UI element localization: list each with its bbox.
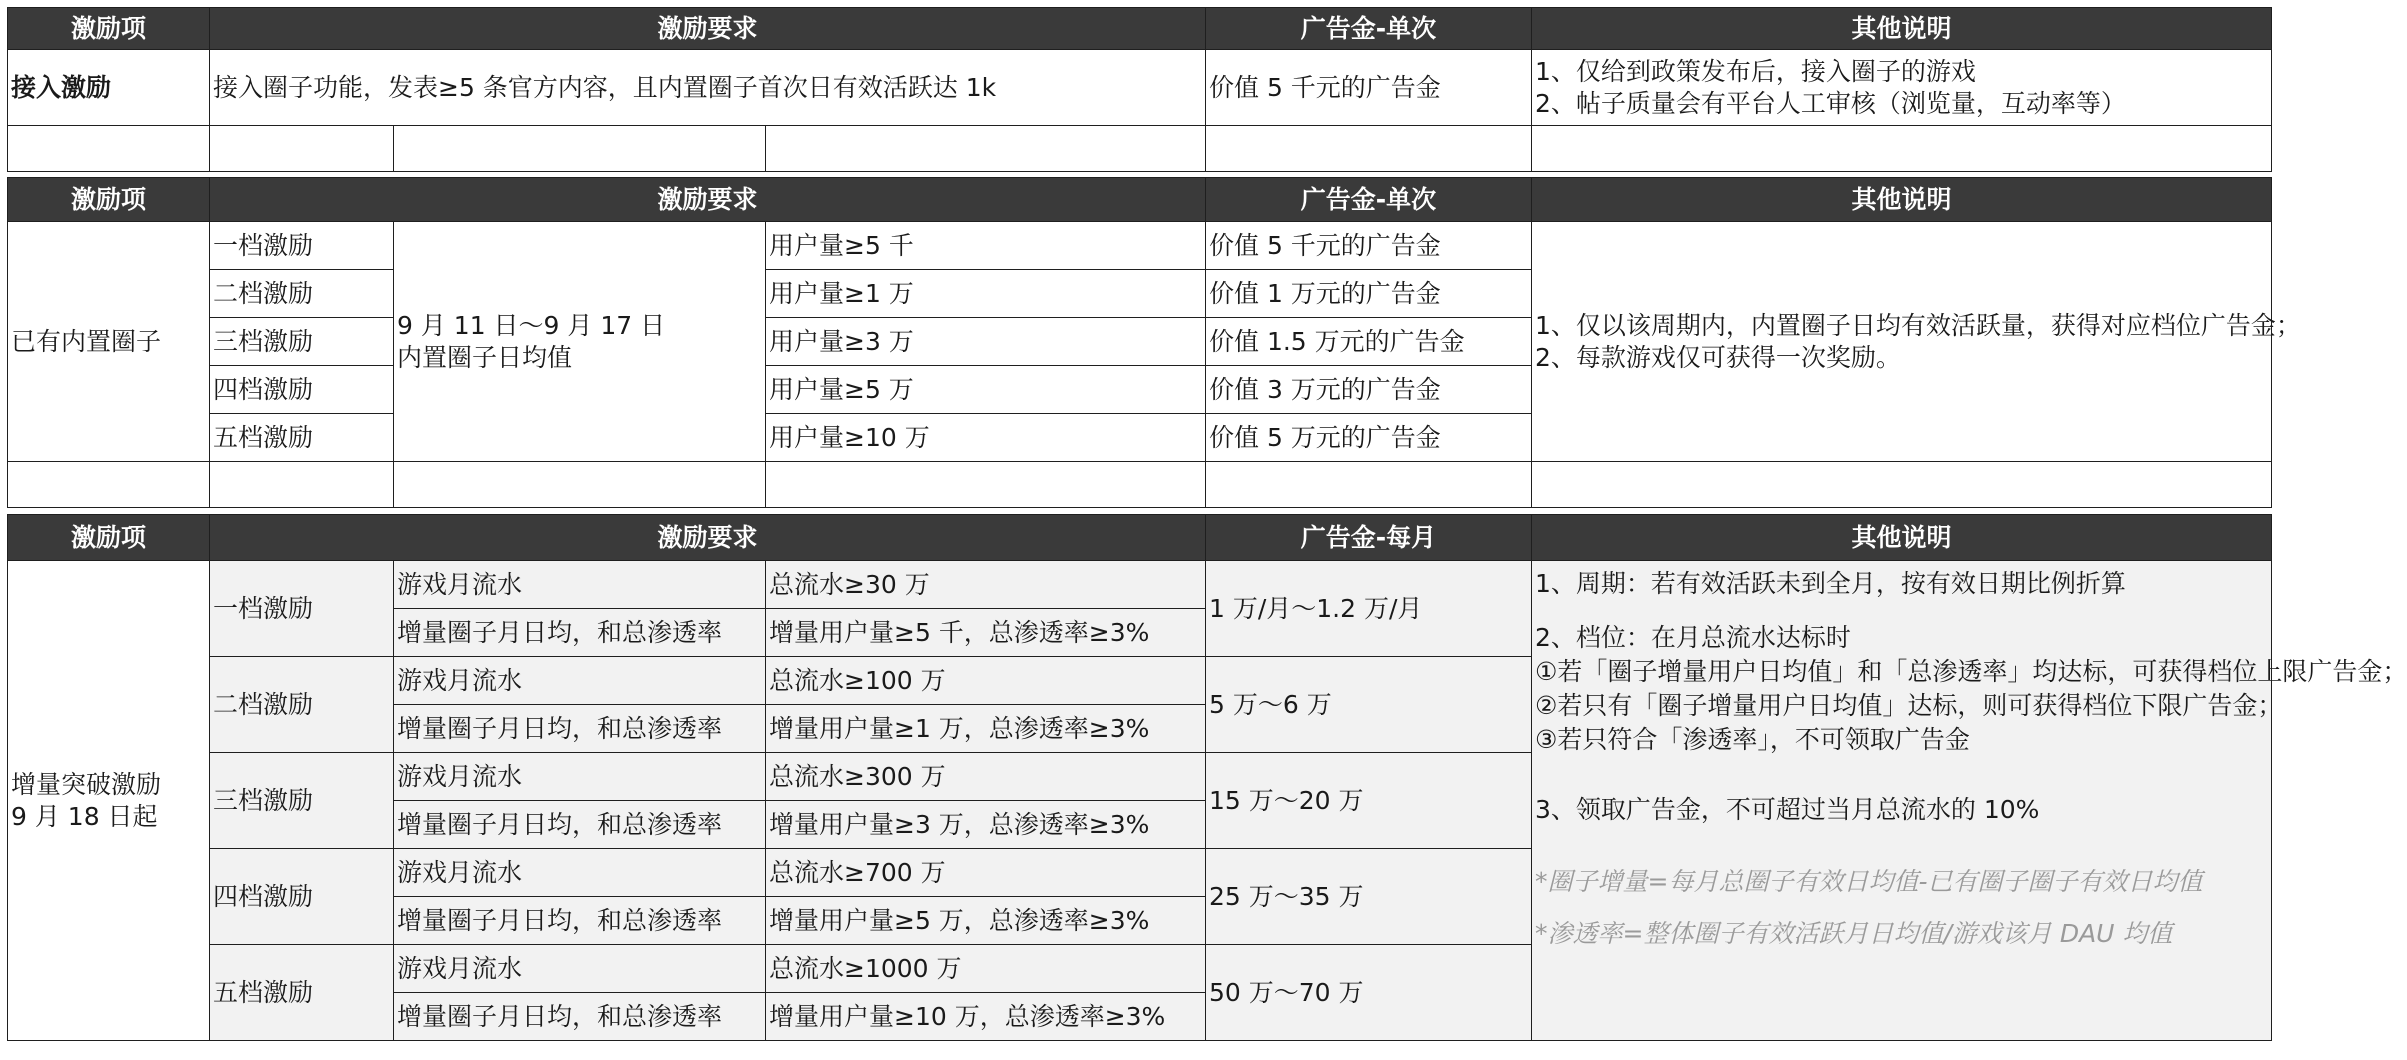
cell-threshold[interactable]: 用户量≥3 万 <box>766 318 1206 366</box>
cell-ad-fund[interactable]: 25 万～35 万 <box>1206 849 1532 945</box>
cell-revenue[interactable]: 总流水≥30 万 <box>766 561 1206 609</box>
table-growth-breakthrough <box>7 514 2407 1041</box>
cell-users[interactable]: 增量用户量≥1 万，总渗透率≥3% <box>766 705 1206 753</box>
cell-metric[interactable]: 增量圈子月日均，和总渗透率 <box>394 801 766 849</box>
cell-ad-fund[interactable]: 价值 1 万元的广告金 <box>1206 270 1532 318</box>
cell-tier-name[interactable]: 五档激励 <box>210 945 394 1041</box>
cell-notes[interactable] <box>1532 561 2407 1041</box>
cell-ad-fund[interactable]: 50 万～70 万 <box>1206 945 1532 1041</box>
cell-revenue[interactable]: 总流水≥100 万 <box>766 657 1206 705</box>
cell-tier-name[interactable]: 三档激励 <box>210 753 394 849</box>
cell-ad-fund[interactable]: 价值 5 万元的广告金 <box>1206 414 1532 462</box>
header-notes: 其他说明 <box>1532 178 2272 222</box>
cell-metric[interactable]: 游戏月流水 <box>394 657 766 705</box>
note-line: 2、帖子质量会有平台人工审核（浏览量，互动率等） <box>1535 88 2126 118</box>
cell-period[interactable]: 9 月 11 日～9 月 17 日 内置圈子日均值 <box>394 222 766 462</box>
cell-tier-name[interactable]: 二档激励 <box>210 657 394 753</box>
table-existing-circle <box>7 177 2301 508</box>
cell-incentive-item[interactable]: 接入激励 <box>8 50 210 126</box>
cell-tier-name[interactable]: 四档激励 <box>210 366 394 414</box>
cell-metric[interactable]: 游戏月流水 <box>394 945 766 993</box>
header-ad-fund: 广告金-单次 <box>1206 8 1532 50</box>
cell-threshold[interactable]: 用户量≥10 万 <box>766 414 1206 462</box>
table-access-incentive <box>7 7 2272 172</box>
cell-tier-name[interactable]: 五档激励 <box>210 414 394 462</box>
cell-tier-name[interactable]: 一档激励 <box>210 222 394 270</box>
table-header-row <box>8 515 2272 561</box>
note-line: 2、每款游戏仅可获得一次奖励。 <box>1535 342 1901 372</box>
cell-metric[interactable]: 游戏月流水 <box>394 561 766 609</box>
header-requirement: 激励要求 <box>210 178 1206 222</box>
cell-metric[interactable]: 增量圈子月日均，和总渗透率 <box>394 897 766 945</box>
header-incentive-item: 激励项 <box>8 178 210 222</box>
cell-metric[interactable]: 游戏月流水 <box>394 849 766 897</box>
formula-note: *渗透率=整体圈子有效活跃月日均值/游戏该月 DAU 均值 <box>1535 919 2173 948</box>
cell-metric[interactable]: 增量圈子月日均，和总渗透率 <box>394 705 766 753</box>
header-incentive-item: 激励项 <box>8 515 210 561</box>
cell-tier-name[interactable]: 四档激励 <box>210 849 394 945</box>
formula-note: *圈子增量=每月总圈子有效日均值-已有圈子圈子有效日均值 <box>1535 867 2203 896</box>
cell-tier-name[interactable]: 二档激励 <box>210 270 394 318</box>
cell-tier-name[interactable]: 一档激励 <box>210 561 394 657</box>
spacer-row <box>8 462 2272 508</box>
table-row <box>8 561 2272 609</box>
note-line: 2、档位：在月总流水达标时 <box>1535 623 1851 652</box>
header-notes: 其他说明 <box>1532 8 2272 50</box>
cell-incentive-item[interactable]: 已有内置圈子 <box>8 222 210 462</box>
cell-users[interactable]: 增量用户量≥5 千，总渗透率≥3% <box>766 609 1206 657</box>
cell-revenue[interactable]: 总流水≥1000 万 <box>766 945 1206 993</box>
cell-incentive-item[interactable]: 增量突破激励 9 月 18 日起 <box>8 561 210 1041</box>
header-ad-fund: 广告金-每月 <box>1206 515 1532 561</box>
cell-revenue[interactable]: 总流水≥700 万 <box>766 849 1206 897</box>
note-line: ①若「圈子增量用户日均值」和「总渗透率」均达标，可获得档位上限广告金； <box>1535 657 2407 686</box>
spacer-row <box>8 126 2272 172</box>
cell-ad-fund[interactable]: 价值 1.5 万元的广告金 <box>1206 318 1532 366</box>
note-line: 1、仅以该周期内，内置圈子日均有效活跃量，获得对应档位广告金； <box>1535 310 2301 340</box>
cell-users[interactable]: 增量用户量≥3 万，总渗透率≥3% <box>766 801 1206 849</box>
cell-notes[interactable] <box>1532 50 2272 126</box>
cell-ad-fund[interactable]: 价值 5 千元的广告金 <box>1206 50 1532 126</box>
header-incentive-item: 激励项 <box>8 8 210 50</box>
note-line: 3、领取广告金，不可超过当月总流水的 10% <box>1535 795 2040 824</box>
note-line: ③若只符合「渗透率」，不可领取广告金 <box>1535 725 1970 754</box>
cell-ad-fund[interactable]: 5 万～6 万 <box>1206 657 1532 753</box>
cell-ad-fund[interactable]: 价值 5 千元的广告金 <box>1206 222 1532 270</box>
note-line: 1、周期：若有效活跃未到全月，按有效日期比例折算 <box>1535 569 2126 598</box>
header-ad-fund: 广告金-单次 <box>1206 178 1532 222</box>
cell-users[interactable]: 增量用户量≥5 万，总渗透率≥3% <box>766 897 1206 945</box>
cell-requirement[interactable]: 接入圈子功能，发表≥5 条官方内容，且内置圈子首次日有效活跃达 1k <box>210 50 1206 126</box>
table-row <box>8 222 2272 270</box>
cell-notes[interactable] <box>1532 222 2301 462</box>
table-header-row <box>8 8 2272 50</box>
cell-tier-name[interactable]: 三档激励 <box>210 318 394 366</box>
note-line: ②若只有「圈子增量用户日均值」达标，则可获得档位下限广告金； <box>1535 691 2283 720</box>
table-row <box>8 50 2272 126</box>
cell-users[interactable]: 增量用户量≥10 万，总渗透率≥3% <box>766 993 1206 1041</box>
header-notes: 其他说明 <box>1532 515 2272 561</box>
cell-ad-fund[interactable]: 1 万/月～1.2 万/月 <box>1206 561 1532 657</box>
cell-metric[interactable]: 增量圈子月日均，和总渗透率 <box>394 609 766 657</box>
cell-threshold[interactable]: 用户量≥5 万 <box>766 366 1206 414</box>
note-line: 1、仅给到政策发布后，接入圈子的游戏 <box>1535 56 1976 86</box>
cell-revenue[interactable]: 总流水≥300 万 <box>766 753 1206 801</box>
cell-metric[interactable]: 增量圈子月日均，和总渗透率 <box>394 993 766 1041</box>
cell-ad-fund[interactable]: 15 万～20 万 <box>1206 753 1532 849</box>
table-header-row <box>8 178 2272 222</box>
header-requirement: 激励要求 <box>210 515 1206 561</box>
cell-threshold[interactable]: 用户量≥5 千 <box>766 222 1206 270</box>
header-requirement: 激励要求 <box>210 8 1206 50</box>
cell-metric[interactable]: 游戏月流水 <box>394 753 766 801</box>
cell-ad-fund[interactable]: 价值 3 万元的广告金 <box>1206 366 1532 414</box>
cell-threshold[interactable]: 用户量≥1 万 <box>766 270 1206 318</box>
